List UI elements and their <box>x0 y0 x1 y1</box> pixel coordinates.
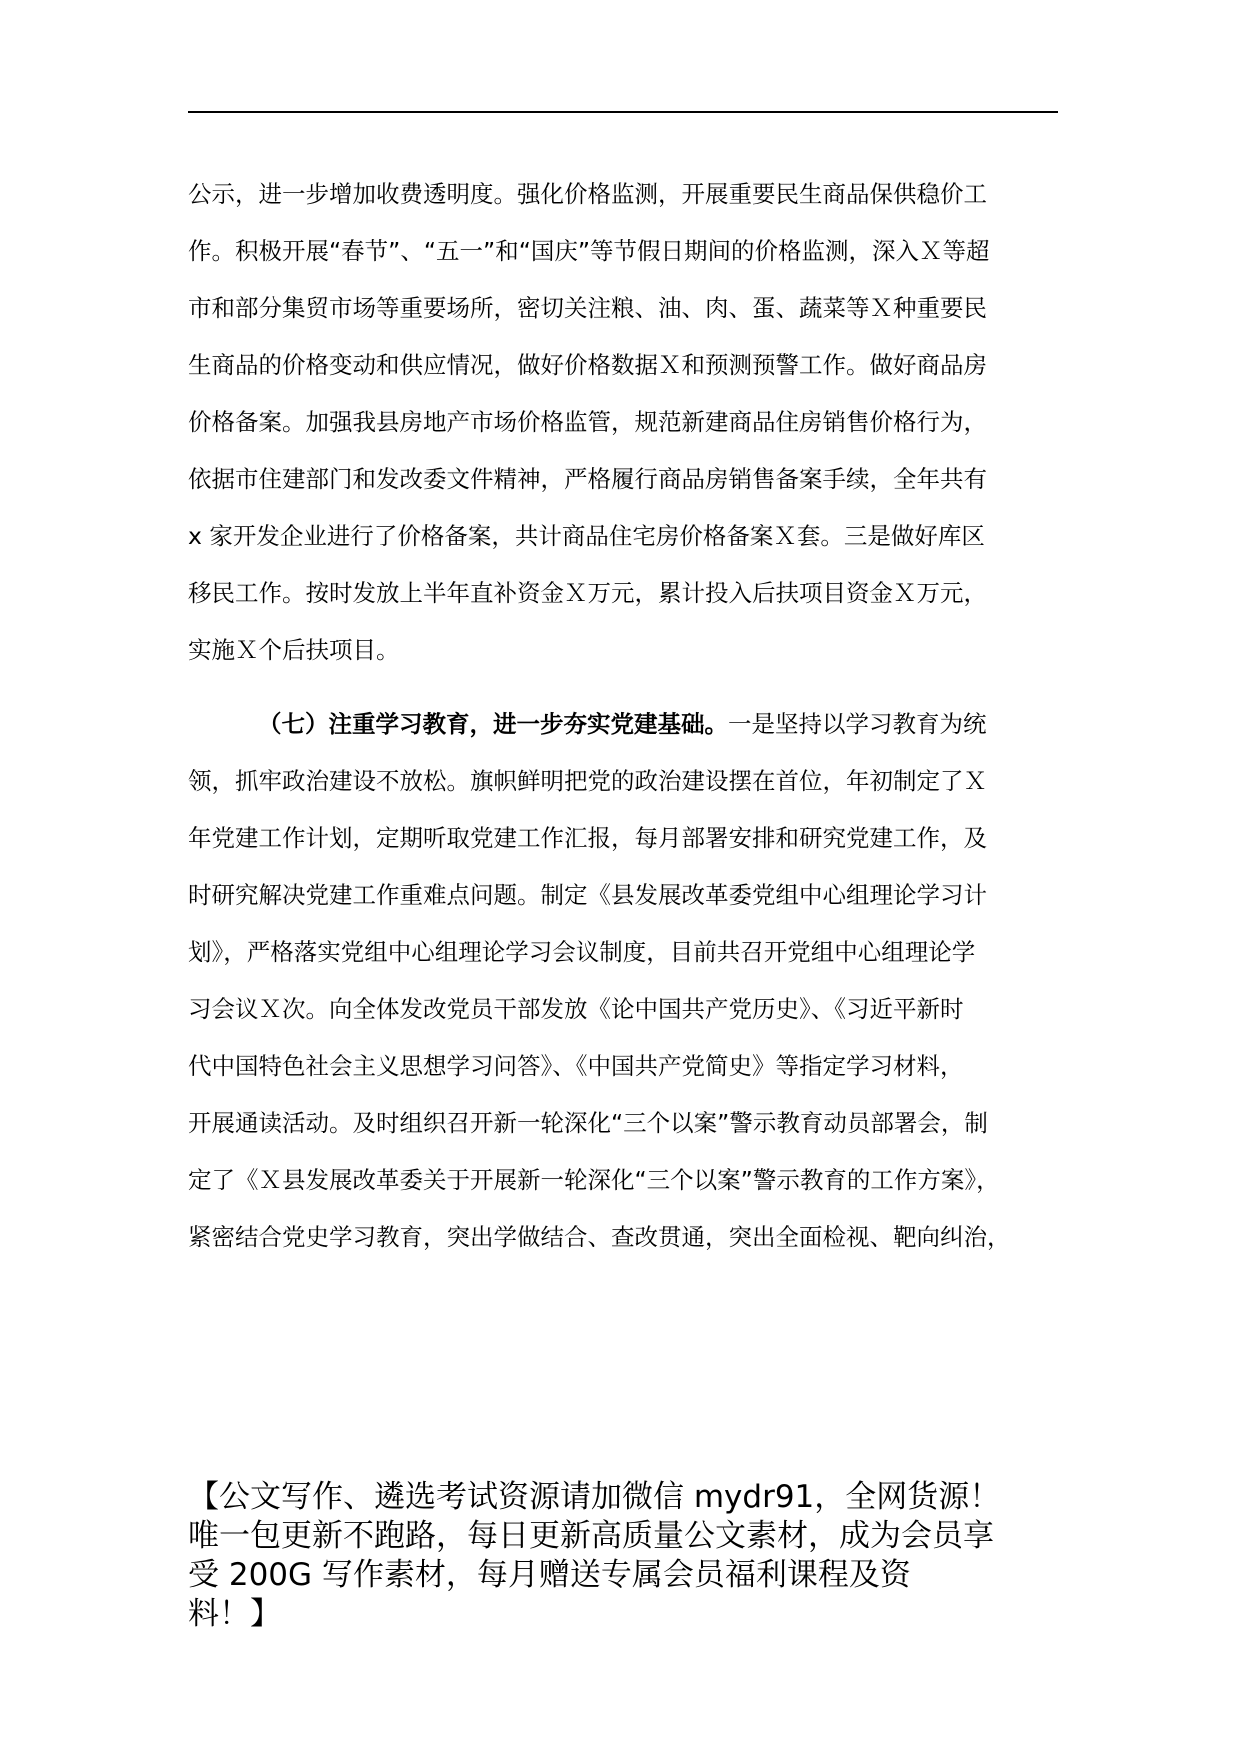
paragraph-line: 公示，进一步增加收费透明度。强化价格监测，开展重要民生商品保供稳价工 <box>188 180 987 208</box>
promo-line: 唯一包更新不跑路，每日更新高质量公文素材，成为会员享 <box>188 1518 994 1554</box>
promo-footer <box>188 1478 1068 1634</box>
section-heading: （七）注重学习教育，进一步夯实党建基础。 <box>258 710 728 738</box>
promo-line: 【公文写作、遴选考试资源请加微信 mydr91，全网货源！ <box>188 1479 1001 1515</box>
paragraph-line: 习会议Ｘ次。向全体发改党员干部发放《论中国共产党历史》、《习近平新时 <box>188 995 964 1023</box>
paragraph-line: 领，抓牢政治建设不放松。旗帜鲜明把党的政治建设摆在首位，年初制定了Ｘ <box>188 767 987 795</box>
paragraph-line: 年党建工作计划，定期听取党建工作汇报，每月部署安排和研究党建工作，及 <box>188 824 987 852</box>
paragraph-line: 开展通读活动。及时组织召开新一轮深化“三个以案”警示教育动员部署会，制 <box>188 1109 988 1137</box>
paragraph-line: 依据市住建部门和发改委文件精神，严格履行商品房销售备案手续，全年共有 <box>188 465 987 493</box>
paragraph-line: x 家开发企业进行了价格备案，共计商品住宅房价格备案Ｘ套。三是做好库区 <box>188 522 985 550</box>
paragraph-line: 市和部分集贸市场等重要场所，密切关注粮、油、肉、蛋、蔬菜等Ｘ种重要民 <box>188 294 987 322</box>
paragraph-line: 代中国特色社会主义思想学习问答》、《中国共产党简史》等指定学习材料， <box>188 1052 964 1080</box>
header-rule <box>188 111 1058 113</box>
paragraph-line: 划》，严格落实党组中心组理论学习会议制度，目前共召开党组中心组理论学 <box>188 938 976 966</box>
promo-line: 料！】 <box>188 1596 281 1632</box>
promo-line: 受 200G 写作素材，每月赠送专属会员福利课程及资 <box>188 1557 911 1593</box>
paragraph-line: 价格备案。加强我县房地产市场价格监管，规范新建商品住房销售价格行为， <box>188 408 987 436</box>
paragraph-line: 实施Ｘ个后扶项目。 <box>188 636 400 664</box>
paragraph-line: 定了《Ｘ县发展改革委关于开展新一轮深化“三个以案”警示教育的工作方案》， <box>188 1166 1000 1194</box>
paragraph-line-rest: 一是坚持以学习教育为统 <box>728 710 987 738</box>
paragraph-line: 紧密结合党史学习教育，突出学做结合、查改贯通，突出全面检视、靶向纠治， <box>188 1223 1011 1251</box>
paragraph-line: 作。积极开展“春节”、“五一”和“国庆”等节假日期间的价格监测，深入Ｘ等超 <box>188 237 990 265</box>
paragraph-line: 时研究解决党建工作重难点问题。制定《县发展改革委党组中心组理论学习计 <box>188 881 987 909</box>
paragraph-line: 生商品的价格变动和供应情况，做好价格数据Ｘ和预测预警工作。做好商品房 <box>188 351 987 379</box>
section-heading-line <box>258 709 1058 739</box>
paragraph-line: 移民工作。按时发放上半年直补资金Ｘ万元，累计投入后扶项目资金Ｘ万元， <box>188 579 987 607</box>
